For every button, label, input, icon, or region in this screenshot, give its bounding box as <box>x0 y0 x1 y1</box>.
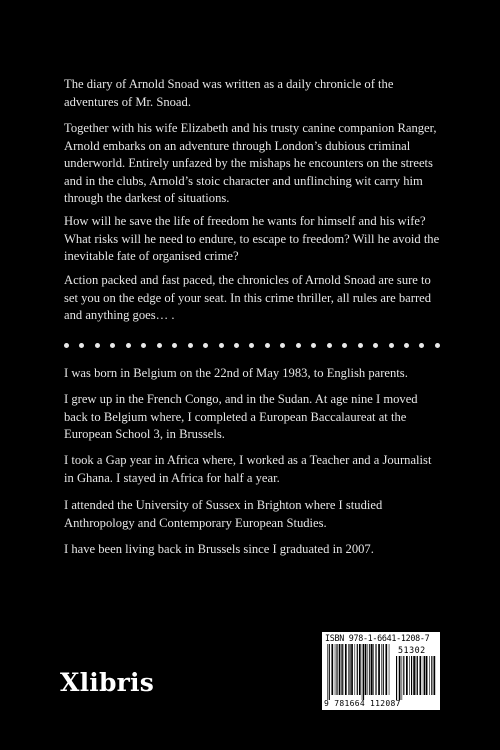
barcode-bar <box>434 656 436 695</box>
barcode-bar <box>423 656 424 695</box>
barcode-bar <box>416 656 417 695</box>
barcode-bar <box>357 644 358 695</box>
barcode-bar <box>355 644 356 695</box>
barcode-bar <box>403 656 404 695</box>
divider-dot <box>219 343 224 348</box>
barcode-bar <box>383 644 384 695</box>
barcode-bar <box>336 644 337 695</box>
blurb-paragraph-2: Together with his wife Elizabeth and his trusty canine companion Ranger, Arnold embarks on an adventure through London’s dubious criminal underworld. Entirely unfazed by the mishaps he encounters on the streets and in the clubs, Arnold’s stoic character and unflinching wit carry him through the darkest of situations. <box>64 121 437 205</box>
barcode-bar <box>431 656 432 695</box>
divider-dot <box>203 343 208 348</box>
divider-dot <box>110 343 115 348</box>
barcode-bar <box>389 644 390 695</box>
barcode-bar <box>362 644 363 700</box>
barcode-bar <box>381 644 382 695</box>
barcode-bar <box>371 644 373 695</box>
divider-dot <box>280 343 285 348</box>
barcode-bar <box>348 644 349 695</box>
divider-dot <box>95 343 100 348</box>
barcode-bar <box>335 644 336 695</box>
barcode-bar <box>327 644 328 700</box>
isbn-label: ISBN 978-1-6641-1208-7 <box>325 633 430 643</box>
bio-paragraph-1: I was born in Belgium on the 22nd of May 1983, to English parents. <box>64 366 408 380</box>
ean-barcode-bars <box>327 644 391 700</box>
barcode-bar <box>426 656 428 695</box>
barcode-bar <box>385 644 387 695</box>
barcode-bar <box>363 644 364 700</box>
barcode-bar <box>409 656 410 695</box>
bio-paragraph-5: I have been living back in Brussels since I graduated in 2007. <box>64 542 374 556</box>
barcode-bar <box>339 644 341 695</box>
divider-dot <box>358 343 363 348</box>
barcode-bar <box>406 656 408 695</box>
bio-paragraph-2: I grew up in the French Congo, and in the Sudan. At age nine I moved back to Belgium where, I completed a European Baccalaureat at the European School 3, in Brussels. <box>64 392 418 441</box>
divider-dot <box>342 343 347 348</box>
barcode-bar <box>359 644 361 695</box>
blurb-paragraph-4: Action packed and fast paced, the chronicles of Arnold Snoad are sure to set you on the edge of your seat. In this crime thriller, all rules are barred and anything goes… . <box>64 273 432 322</box>
barcode-bar <box>368 644 369 695</box>
barcode-bar <box>329 644 330 700</box>
price-code: 51302 <box>398 645 426 655</box>
divider-dot <box>157 343 162 348</box>
divider-dot <box>265 343 270 348</box>
divider-dot <box>419 343 424 348</box>
barcode-bar <box>351 644 353 695</box>
ean-digits: 9 781664 112087 <box>324 699 401 708</box>
barcode-bar <box>349 644 350 695</box>
divider-dot <box>64 343 69 348</box>
divider-dot <box>373 343 378 348</box>
barcode-bar <box>402 656 403 700</box>
divider-dot <box>435 343 440 348</box>
barcode-bar <box>420 656 422 695</box>
dotted-divider <box>64 341 440 349</box>
divider-dot <box>141 343 146 348</box>
barcode-bar <box>369 644 370 695</box>
divider-dot <box>79 343 84 348</box>
divider-dot <box>234 343 239 348</box>
barcode-bar <box>341 644 342 695</box>
bio-paragraph-4: I attended the University of Sussex in Brighton where I studied Anthropology and Contemporary European Studies. <box>64 498 383 530</box>
barcode-bar <box>378 644 380 695</box>
barcode-bar <box>331 644 333 695</box>
barcode-bar <box>345 644 347 695</box>
barcode-bar <box>424 656 425 695</box>
divider-dot <box>327 343 332 348</box>
barcode-bar <box>396 656 397 700</box>
divider-dot <box>389 343 394 348</box>
addon-barcode-bars <box>396 656 436 700</box>
publisher-logo: Xlibris <box>60 668 155 697</box>
barcode-bar <box>342 644 343 695</box>
isbn-barcode <box>322 632 440 710</box>
barcode-bar <box>413 656 415 695</box>
barcode-bar <box>429 656 430 695</box>
divider-dot <box>249 343 254 348</box>
barcode-bar <box>375 644 376 695</box>
barcode-bar <box>399 656 401 700</box>
divider-dot <box>296 343 301 348</box>
divider-dot <box>311 343 316 348</box>
barcode-bar <box>365 644 367 695</box>
bio-paragraph-3: I took a Gap year in Africa where, I worked as a Teacher and a Journalist in Ghana. I stayed in Africa for half a year. <box>64 453 432 485</box>
barcode-bar <box>417 656 418 695</box>
barcode-bar <box>373 644 374 695</box>
divider-dot <box>404 343 409 348</box>
blurb-paragraph-3: How will he save the life of freedom he wants for himself and his wife? What risks will he need to endure, to escape to freedom? Will he avoid the inevitable fate of organised crime? <box>64 214 440 263</box>
divider-dot <box>126 343 131 348</box>
blurb-paragraph-1: The diary of Arnold Snoad was written as a daily chronicle of the adventures of Mr. Snoad. <box>64 77 394 109</box>
divider-dot <box>172 343 177 348</box>
divider-dot <box>188 343 193 348</box>
barcode-bar <box>411 656 412 695</box>
